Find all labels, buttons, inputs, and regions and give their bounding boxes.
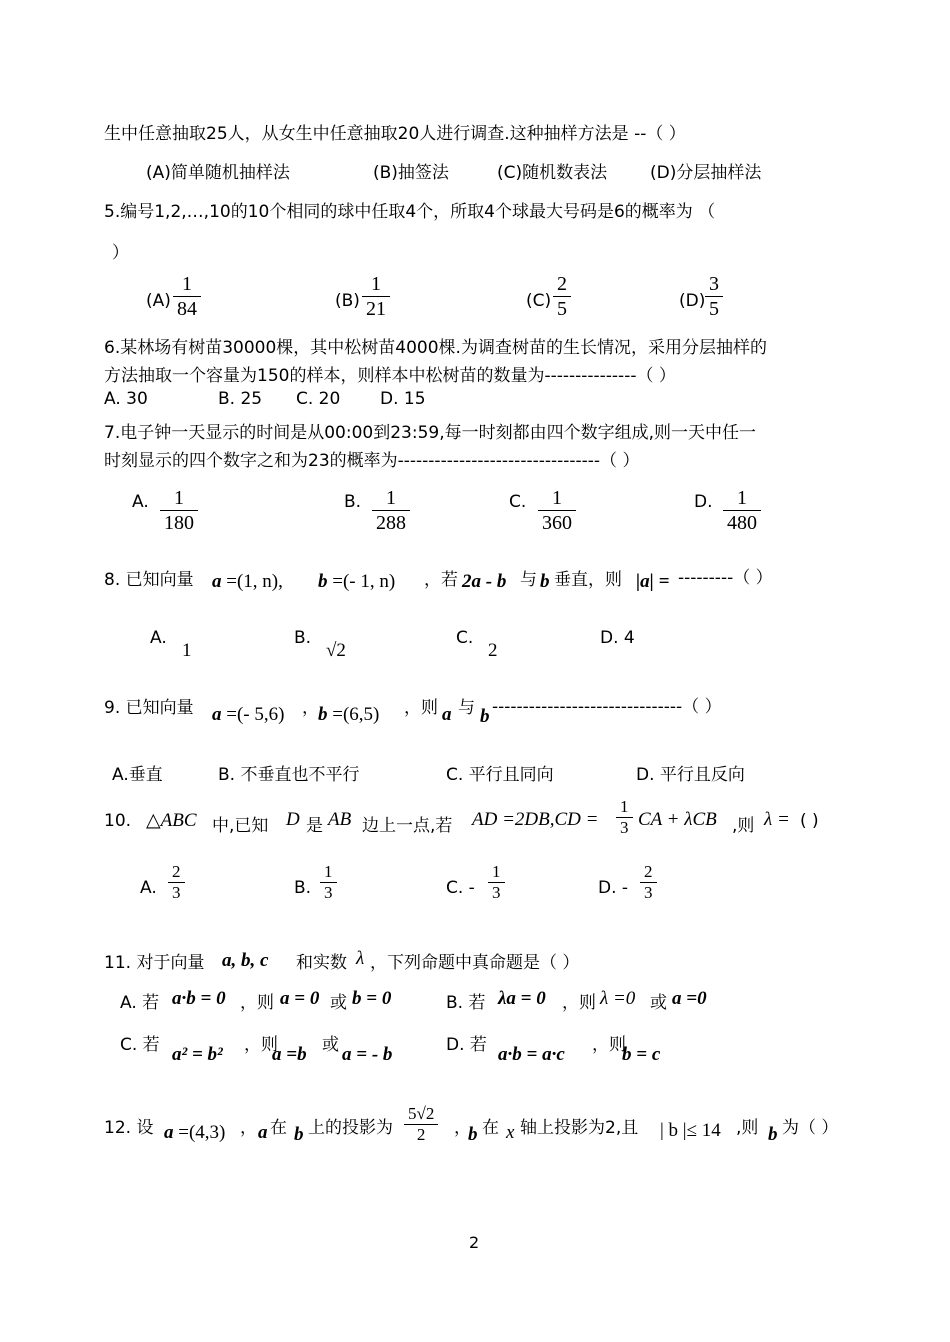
q9-comma: ，: [302, 698, 319, 718]
q4-option-d: (D)分层抽样法: [650, 163, 762, 183]
q10-ze: ,则: [732, 816, 755, 836]
q8-expression: 2a - b: [462, 571, 507, 592]
q12-zai-2: 在: [482, 1118, 499, 1138]
page-number: 2: [469, 1233, 480, 1252]
q7-line-1: 7.电子钟一天显示的时间是从00:00到23:59,每一时刻都由四个数字组成,则一天中任一: [104, 423, 757, 443]
q10-lead: 10.: [104, 811, 132, 831]
q9-vector-a-def: a =(- 5,6): [212, 704, 285, 725]
q11-mid: 和实数: [296, 953, 347, 973]
q9-vector-b-def: b =(6,5): [318, 704, 380, 725]
q4-option-b: (B)抽签法: [373, 163, 449, 183]
q7-line-2: 时刻显示的四个数字之和为23的概率为---------------------------------（ ）: [104, 451, 640, 471]
q10-mid: 边上一点,若: [362, 816, 453, 836]
q8-yu: 与: [520, 570, 537, 590]
q10-equation-rhs: CA + λCB: [638, 809, 717, 830]
q10-option-d-fraction: 2 3: [640, 862, 657, 903]
q12-fraction: 5√2 2: [404, 1104, 438, 1145]
q10-option-b-fraction: 1 3: [320, 862, 337, 903]
q10-point-d: D: [286, 809, 300, 830]
q12-x: x: [506, 1122, 515, 1143]
q11-option-a-expr: a·b = 0: [172, 988, 226, 1009]
q10-zhong: 中,已知: [212, 816, 269, 836]
q12-comma: ，: [240, 1118, 257, 1138]
q4-option-c: (C)随机数表法: [497, 163, 608, 183]
q12-zai: 在: [270, 1118, 287, 1138]
q8-option-c-value: 2: [488, 640, 498, 661]
q9-option-b: B. 不垂直也不平行: [218, 765, 360, 785]
q8-ruo: ，若: [424, 570, 458, 590]
q8-tail: ---------（ ）: [678, 568, 773, 588]
q11-option-d-label: D. 若: [446, 1035, 487, 1055]
q12-comma-2: ，: [454, 1118, 471, 1138]
q5-option-a-fraction: 1 84: [173, 272, 201, 321]
q10-lambda: λ =: [764, 809, 790, 830]
q9-lead: 9. 已知向量: [104, 698, 194, 718]
q8-vector-a-def: a =(1, n),: [212, 571, 283, 592]
q7-option-a-label: A.: [132, 492, 149, 512]
q11-option-b-label: B. 若: [446, 993, 486, 1013]
q12-xproj: 轴上投影为2,且: [520, 1118, 639, 1138]
q7-option-d-label: D.: [694, 492, 713, 512]
q10-option-a-label: A.: [140, 878, 157, 898]
q12-vector-a-def: a =(4,3): [164, 1122, 226, 1143]
q10-close-paren: ( ): [800, 811, 819, 831]
q12-proj: 上的投影为: [308, 1118, 393, 1138]
q6-option-c: C. 20: [296, 389, 341, 409]
q5-option-b-label: (B): [335, 291, 360, 311]
q11-option-a-or: 或: [330, 993, 347, 1013]
q8-lead: 8. 已知向量: [104, 570, 194, 590]
q11-option-a-result-2: b = 0: [352, 988, 392, 1009]
q11-option-b-result-2: a =0: [672, 988, 707, 1009]
q12-vector-b: b: [294, 1124, 304, 1145]
q6-line-1: 6.某林场有树苗30000棵，其中松树苗4000棵.为调查树苗的生长情况，采用分层抽样的: [104, 338, 767, 358]
q11-option-b-expr: λa = 0: [498, 988, 546, 1009]
q11-option-d-expr: a·b = a·c: [498, 1044, 565, 1065]
q5-option-b-fraction: 1 21: [362, 272, 390, 321]
q8-vector-b-def: b =(- 1, n): [318, 571, 396, 592]
q10-shi: 是: [306, 816, 323, 836]
q5-close-paren: ）: [112, 243, 129, 263]
q10-option-a-fraction: 2 3: [168, 862, 185, 903]
q5-option-c-fraction: 2 5: [553, 272, 571, 321]
q5-option-d-label: (D): [679, 291, 706, 311]
q8-option-b-value: √2: [326, 640, 346, 661]
q11-option-a-result: a = 0: [280, 988, 320, 1009]
q11-option-a-ze: ，则: [240, 993, 274, 1013]
q12-lead: 12. 设: [104, 1118, 154, 1138]
q10-option-c-fraction: 1 3: [488, 862, 505, 903]
q5-option-a-label: (A): [146, 291, 171, 311]
q11-tail: ，下列命题中真命题是（ ）: [370, 953, 580, 973]
q12-tail: 为（ ）: [782, 1118, 839, 1138]
q6-option-a: A. 30: [104, 389, 148, 409]
q8-option-d: D. 4: [600, 628, 635, 648]
q4-option-a: (A)简单随机抽样法: [146, 163, 290, 183]
q7-option-b-fraction: 1 288: [372, 486, 410, 535]
q12-vector-b-3: b: [768, 1124, 778, 1145]
q11-option-c-label: C. 若: [120, 1035, 160, 1055]
q11-vectors: a, b, c: [222, 950, 269, 971]
q11-option-a-label: A. 若: [120, 993, 160, 1013]
q11-option-b-or: 或: [650, 993, 667, 1013]
q11-option-c-expr: a² = b²: [172, 1044, 223, 1065]
q10-option-d-label: D. -: [598, 878, 629, 898]
q11-option-d-result: b = c: [622, 1044, 661, 1065]
q10-triangle: △ABC: [146, 810, 197, 831]
q11-lead: 11. 对于向量: [104, 953, 205, 973]
q9-tail: -------------------------------（ ）: [492, 697, 722, 717]
q12-ze: ,则: [736, 1118, 759, 1138]
q10-fraction: 1 3: [616, 797, 633, 838]
q10-equation: AD =2DB,CD =: [472, 809, 599, 830]
q8-option-a-label: A.: [150, 628, 167, 648]
q5-stem: 5.编号1,2,…,10的10个相同的球中任取4个，所取4个球最大号码是6的概率为 （: [104, 202, 716, 222]
q7-option-c-fraction: 1 360: [538, 486, 576, 535]
q9-option-a: A.垂直: [112, 765, 163, 785]
q11-option-c-result: a =b: [272, 1044, 307, 1065]
q11-option-b-result: λ =0: [600, 988, 636, 1009]
q11-lambda: λ: [356, 948, 365, 969]
q4-stem: 生中任意抽取25人，从女生中任意抽取20人进行调查.这种抽样方法是 --（ ）: [104, 124, 686, 144]
q10-segment-ab: AB: [328, 809, 352, 830]
q11-option-c-result-2: a = - b: [342, 1044, 393, 1065]
q10-option-c-label: C. -: [446, 878, 475, 898]
q11-option-c-ze: ，则: [244, 1035, 278, 1055]
q8-vector-b: b: [540, 571, 550, 592]
q9-option-c: C. 平行且同向: [446, 765, 554, 785]
q11-option-b-ze: ，则: [562, 993, 596, 1013]
q7-option-d-fraction: 1 480: [723, 486, 761, 535]
q9-vector-b: b: [480, 706, 490, 727]
q11-option-d-ze: ，则: [592, 1035, 626, 1055]
q12-vector-b-2: b: [468, 1124, 478, 1145]
q8-option-b-label: B.: [294, 628, 312, 648]
q9-ze: ，则: [404, 698, 438, 718]
q5-option-c-label: (C): [526, 291, 552, 311]
q5-option-d-fraction: 3 5: [705, 272, 723, 321]
q10-option-b-label: B.: [294, 878, 312, 898]
q9-vector-a: a: [442, 704, 452, 725]
q12-vector-a: a: [258, 1122, 268, 1143]
q8-option-a-value: 1: [182, 640, 192, 661]
q7-option-a-fraction: 1 180: [160, 486, 198, 535]
q9-yu: 与: [458, 698, 475, 718]
q11-option-c-or: 或: [322, 1035, 339, 1055]
q8-abs-a: |a| =: [636, 571, 670, 592]
q8-chuizhi: 垂直，则: [554, 570, 622, 590]
q12-condition: | b |≤ 14: [660, 1120, 721, 1141]
q6-option-b: B. 25: [218, 389, 263, 409]
q9-option-d: D. 平行且反向: [636, 765, 745, 785]
q6-line-2: 方法抽取一个容量为150的样本，则样本中松树苗的数量为---------------（ ）: [104, 366, 676, 386]
q7-option-b-label: B.: [344, 492, 362, 512]
q8-option-c-label: C.: [456, 628, 474, 648]
q7-option-c-label: C.: [509, 492, 527, 512]
q6-option-d: D. 15: [380, 389, 426, 409]
